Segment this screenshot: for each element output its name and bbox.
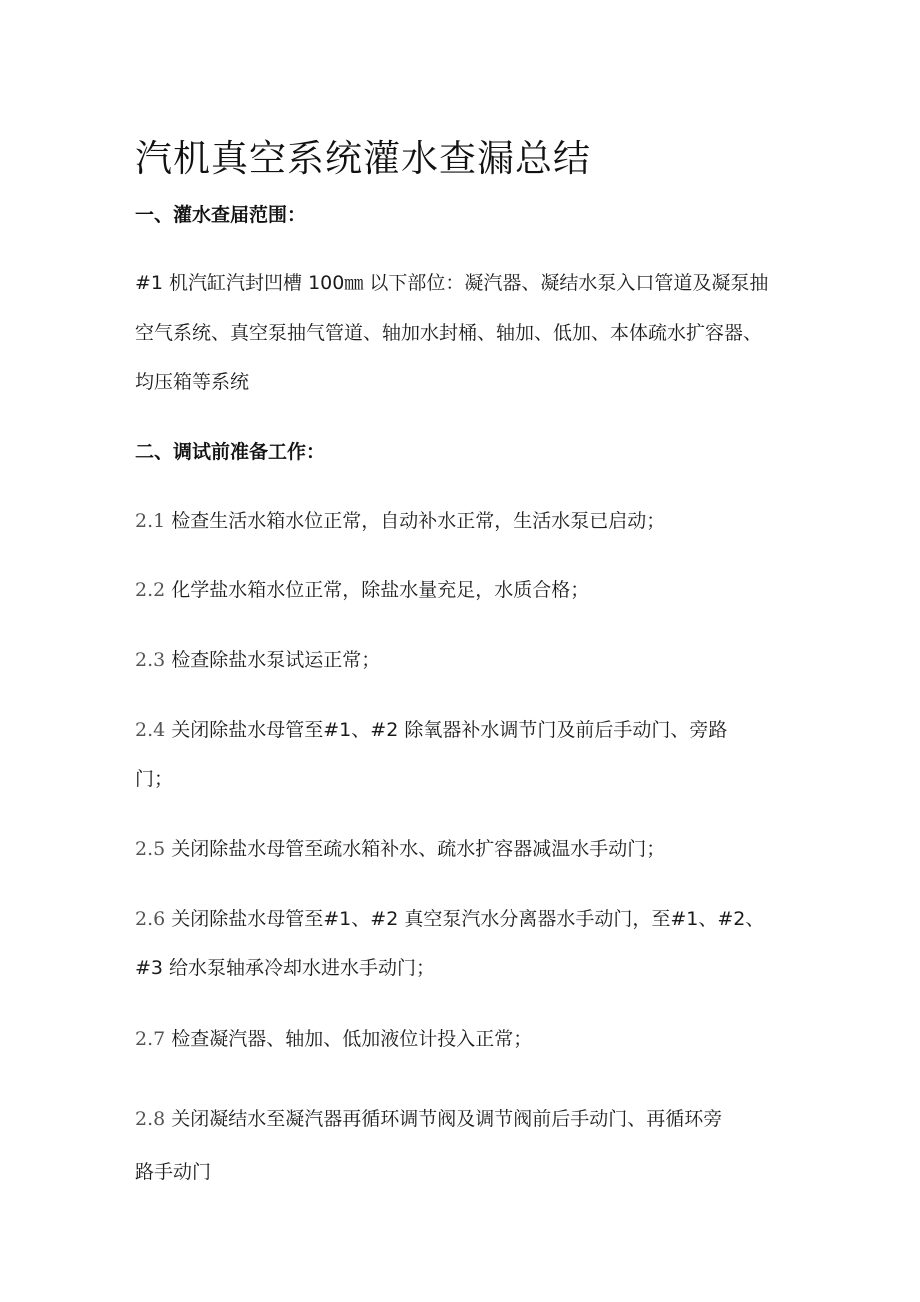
item-text: 检查生活水箱水位正常，自动补水正常，生活水泵已启动； (171, 510, 666, 532)
list-item-2-2 (135, 575, 589, 602)
item-number: 2.5 (135, 838, 166, 860)
item-number: 2.8 (135, 1108, 166, 1130)
section-heading-preparation: 二、调试前准备工作： (135, 441, 326, 463)
item-text: 化学盐水箱水位正常，除盐水量充足，水质合格； (171, 579, 590, 601)
list-item-2-8 (135, 1104, 722, 1131)
list-item-2-3 (135, 645, 380, 672)
list-item-2-4-continued: 门； (135, 768, 174, 790)
list-item-2-8-continued: 路手动门 (135, 1161, 212, 1183)
item-number: 2.7 (135, 1028, 166, 1050)
item-text: 检查除盐水泵试运正常； (171, 649, 381, 671)
list-item-2-7 (135, 1024, 532, 1051)
item-number: 2.2 (135, 579, 166, 601)
list-item-2-1 (135, 506, 665, 533)
item-number: 2.3 (135, 649, 166, 671)
item-number: 2.1 (135, 510, 166, 532)
list-item-2-6 (135, 904, 764, 931)
scope-line-1: #1 机汽缸汽封凹槽 100㎜ 以下部位：凝汽器、凝结水泵入口管道及凝泵抽 (135, 272, 769, 294)
item-text: 检查凝汽器、轴加、低加液位计投入正常； (171, 1028, 533, 1050)
item-text: 关闭凝结水至凝汽器再循环调节阀及调节阀前后手动门、再循环旁 (171, 1108, 723, 1130)
item-number: 2.6 (135, 908, 166, 930)
scope-line-3: 均压箱等系统 (135, 371, 250, 393)
item-text: 关闭除盐水母管至#1、#2 除氧器补水调节门及前后手动门、旁路 (171, 719, 728, 741)
item-text: 关闭除盐水母管至#1、#2 真空泵汽水分离器水手动门，至#1、#2、 (171, 908, 765, 930)
list-item-2-6-continued: #3 给水泵轴承冷却水进水手动门； (135, 957, 436, 979)
list-item-2-5 (135, 834, 665, 861)
item-number: 2.4 (135, 719, 166, 741)
scope-line-2: 空气系统、真空泵抽气管道、轴加水封桶、轴加、低加、本体疏水扩容器、 (135, 322, 763, 344)
page-title: 汽机真空系统灌水查漏总结 (135, 137, 591, 180)
section-heading-scope: 一、灌水查届范围： (135, 204, 307, 226)
list-item-2-4 (135, 715, 727, 742)
item-text: 关闭除盐水母管至疏水箱补水、疏水扩容器减温水手动门； (171, 838, 666, 860)
